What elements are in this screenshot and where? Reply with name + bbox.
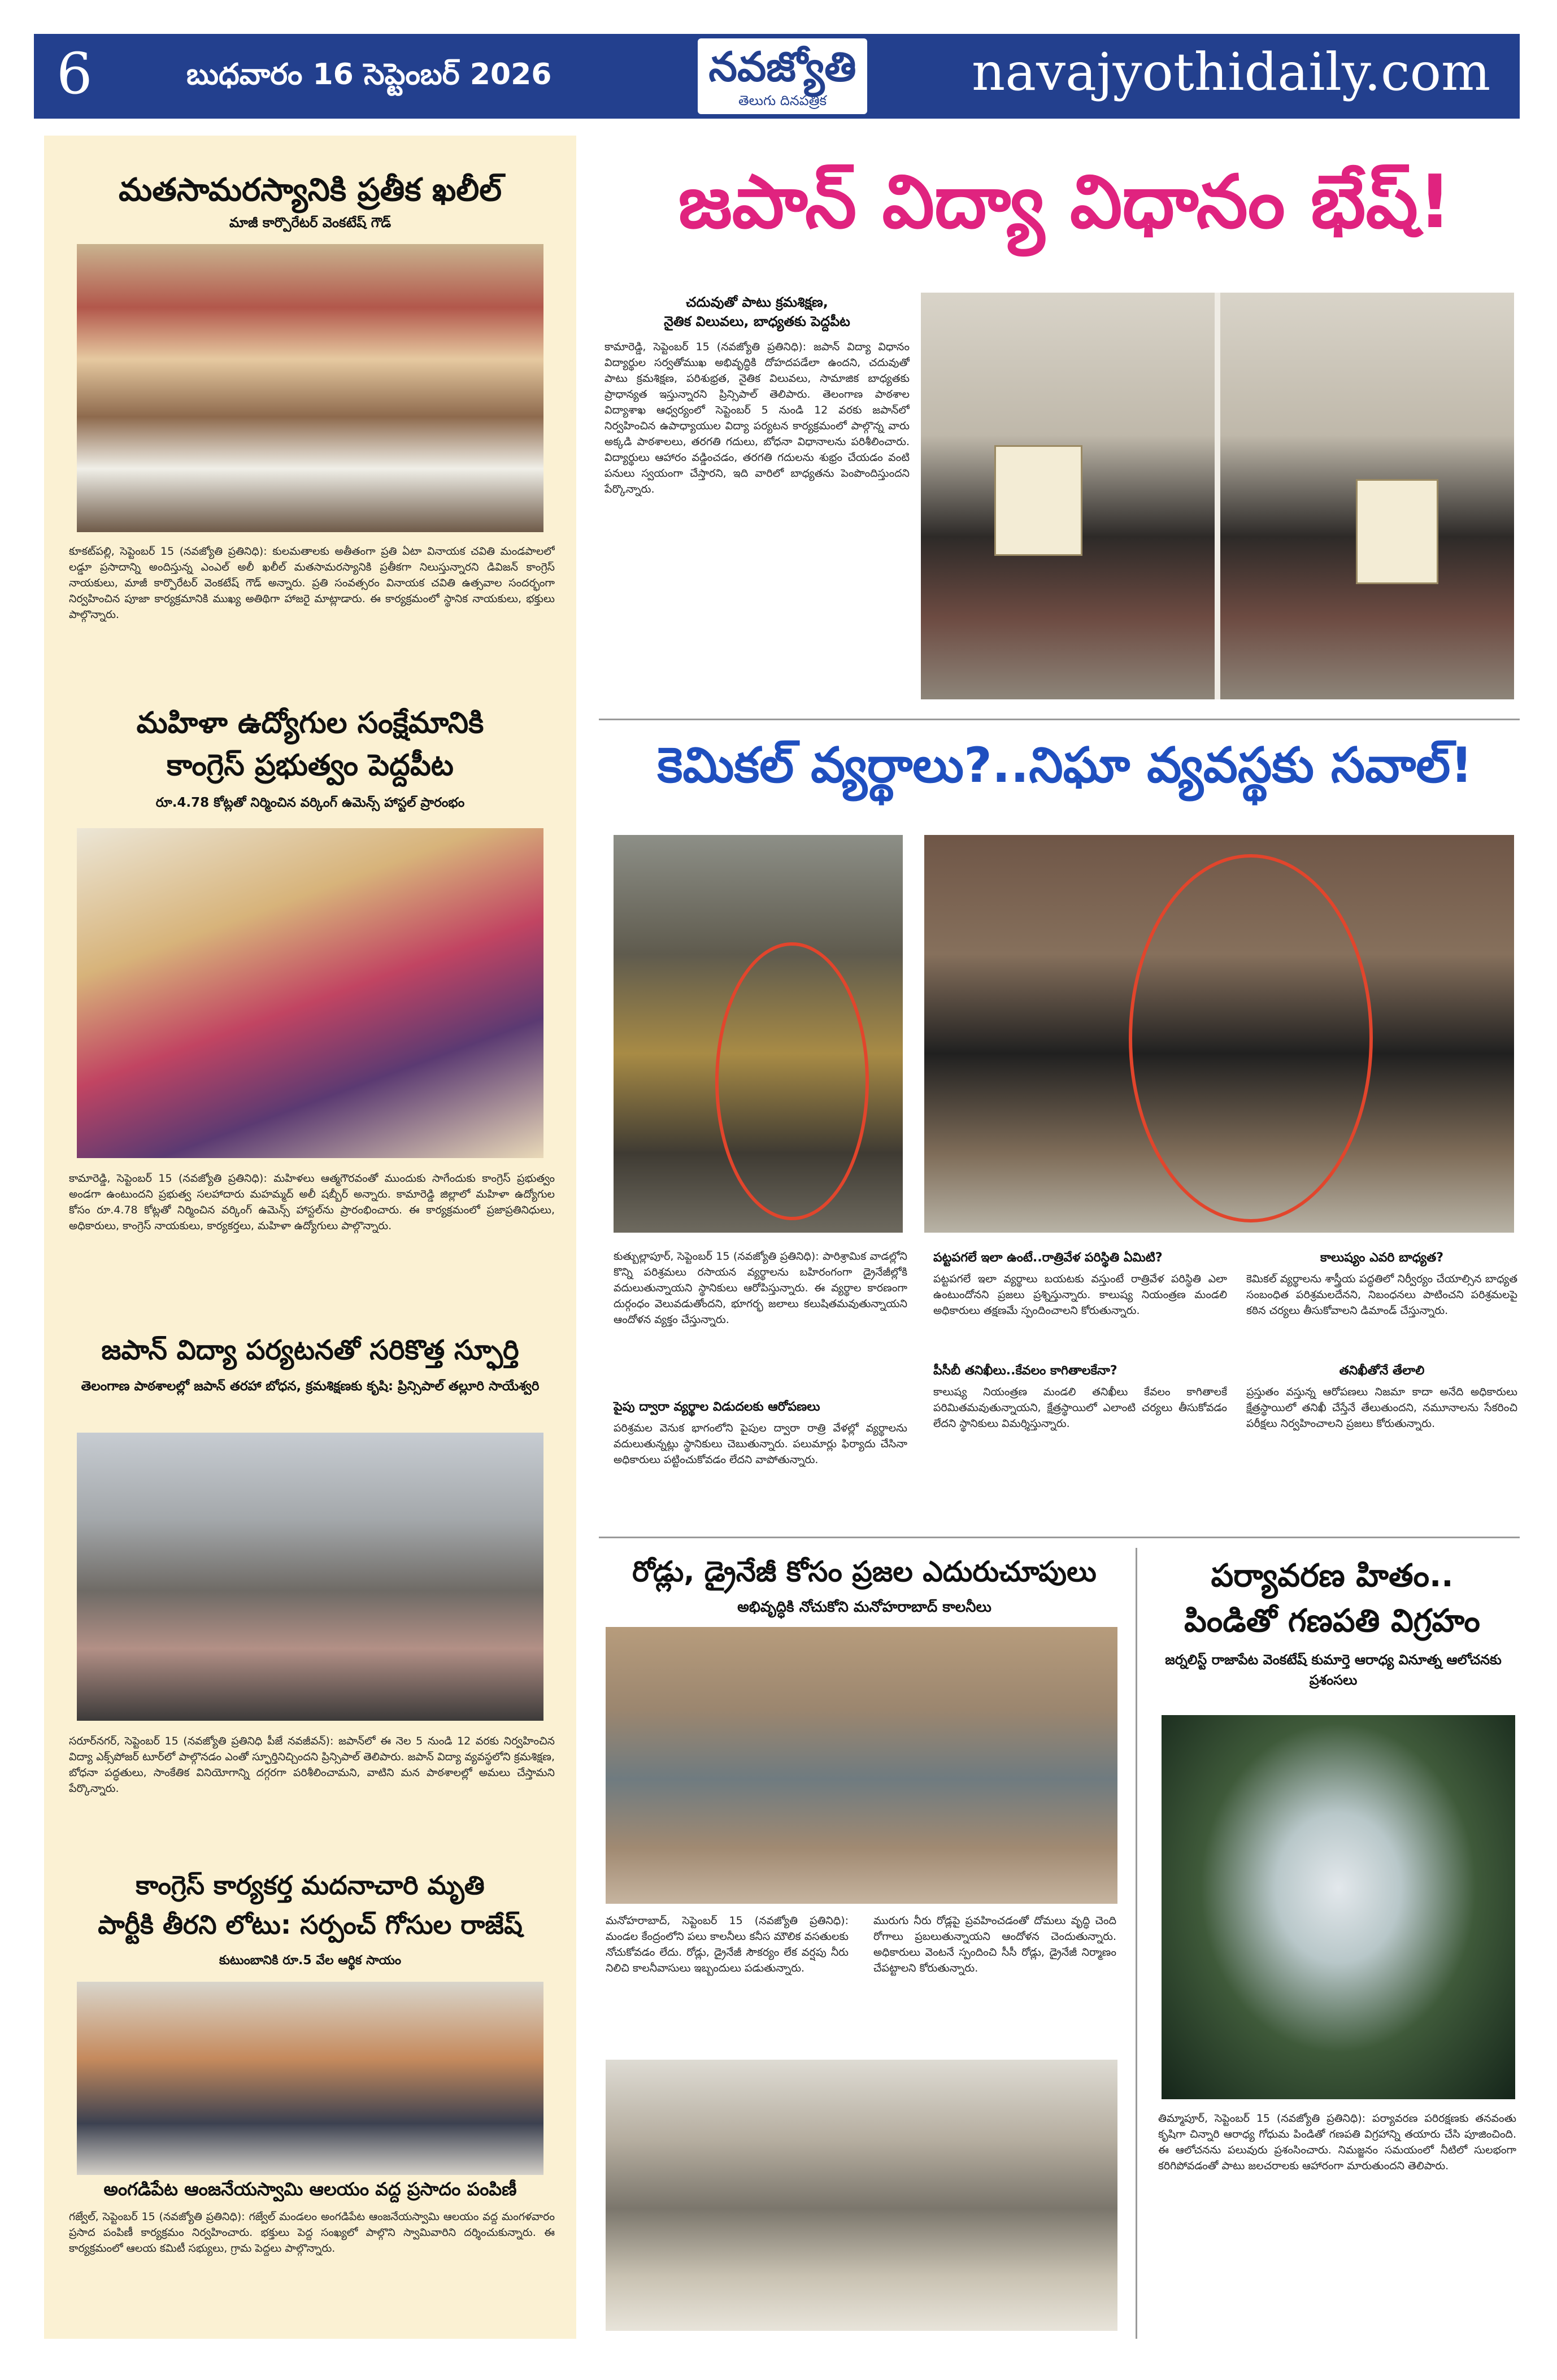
story1-headline: మతసామరస్యానికి ప్రతీక ఖలీల్ [118,172,502,208]
story3-body: సరూర్‌నగర్, సెప్టెంబర్ 15 (నవజ్యోతి ప్రతినిధి పీజే నవజీవన్): జపాన్‌లో ఈ నెల 5 నుండి 12 వరకు నిర్వహించిన విద్యా ఎక్స్‌పోజర్ టూర్‌లో పాల్గొనడం ఎంతో స్ఫూర్తినిచ్చిందని ప్రిన్సిపాల్ తెలిపారు. జపాన్ విద్యా వ్యవస్థలోని క్రమశిక్షణ, బోధనా పద్ధతులు, సాంకేతిక వినియోగాన్ని దగ్గరగా పరిశీలించామని, వాటిని మన పాఠశాలల్లో అమలు చేస్తామని పేర్కొన్నారు. [69,1735,555,1795]
story2-headline-line2: కాంగ్రెస్ ప్రభుత్వం పెద్దపీట [167,749,454,782]
certificate-right [1356,479,1438,584]
japan-intro-line1: చదువుతో పాటు క్రమశిక్షణ, [686,294,828,310]
left-news-column [44,136,576,2339]
story5-block [44,2175,576,2339]
logo-wordmark: నవజ్యోతి [708,43,856,90]
roads-subhead: అభివృద్ధికి నోచుకోని మనోహరాబాద్ కాలనీలు [737,1599,991,1616]
story5-headline: అంగడిపేట ఆంజనేయస్వామి ఆలయం వద్ద ప్రసాదం పంపిణీ [103,2178,517,2200]
site-url-link[interactable]: navajyothidaily.com [972,42,1491,102]
chemical-headline-text: కెమికల్ వ్యర్థాలు?..నిఘా వ్యవస్థకు సవాల్! [657,737,1473,794]
japan-intro-line2: నైతిక విలువలు, బాధ్యతకు పెద్దపీట [664,314,850,329]
section-divider [599,1537,1520,1538]
dateline: బుధవారం 16 సెప్టెంబర్ 2026 [186,58,552,92]
chemical-col3-body2: ప్రస్తుతం వస్తున్న ఆరోపణలు నిజమా కాదా అనేది అధికారులు క్షేత్రస్థాయిలో తనిఖీ చేస్తేనే తేలుతుందని, నమూనాలను సేకరించి పరీక్షలు నిర్వహించాలని ప్రజలు కోరుతున్నారు. [1246,1386,1517,1430]
chemical-headline [599,734,1531,797]
story2-body: కామారెడ్డి, సెప్టెంబర్ 15 (నవజ్యోతి ప్రతినిధి): మహిళలు ఆత్మగౌరవంతో ముందుకు సాగేందుకు కాంగ్రెస్ ప్రభుత్వం అండగా ఉంటుందని ప్రభుత్వ సలహాదారు మహమ్మద్ అలీ షబ్బీర్ అన్నారు. కామారెడ్డి జిల్లాలో మహిళా ఉద్యోగుల కోసం రూ.4.78 కోట్లతో నిర్మించిన వర్కింగ్ ఉమెన్స్ హాస్టల్‌ను ప్రారంభించారు. ఈ కార్యక్రమంలో ప్రజాప్రతినిధులు, అధికారులు, కాంగ్రెస్ నాయకులు, కార్యకర్తలు, మహిళా ఉద్యోగులు పాల్గొన్నారు. [69,1172,555,1232]
chemical-col3-subhead1: కాలుష్యం ఎవరి బాధ్యత? [1320,1251,1444,1265]
japan-body: కామారెడ్డి, సెప్టెంబర్ 15 (నవజ్యోతి ప్రతినిధి): జపాన్ విద్యా విధానం విద్యార్థుల సర్వతోముఖ అభివృద్ధికి దోహదపడేలా ఉందని, చదువుతో పాటు క్రమశిక్షణ, పరిశుభ్రత, నైతిక విలువలు, సామాజిక బాధ్యతకు ప్రాధాన్యత ఇస్తున్నారని ప్రిన్సిపాల్ తెలిపారు. తెలంగాణ పాఠశాల విద్యాశాఖ ఆధ్వర్యంలో సెప్టెంబర్ 5 నుండి 12 వరకు జపాన్‌లో నిర్వహించిన ఉపాధ్యాయుల విద్యా పర్యటన కార్యక్రమంలో పాల్గొన్న వారు అక్కడి పాఠశాలలు, తరగతి గదులు, బోధనా విధానాలను పరిశీలించారు. విద్యార్థులు ఆహారం వడ్డించడం, తరగతి గదులను శుభ్రం చేయడం వంటి పనులు స్వయంగా చేస్తారని, ఇది వారిలో బాధ్యతను పెంపొందిస్తుందని పేర్కొన్నారు. [604,341,910,495]
chemical-col2-body2: కాలుష్య నియంత్రణ మండలి తనిఖీలు కేవలం కాగితాలకే పరిమితమవుతున్నాయని, క్షేత్రస్థాయిలో ఎలాంటి చర్యలు తీసుకోవడం లేదని స్థానికులు విమర్శిస్తున్నారు. [933,1386,1227,1430]
story4-subhead: కుటుంబానికి రూ.5 వేల ఆర్థిక సాయం [219,1953,402,1968]
highlight-circle [715,942,869,1220]
chemical-col2-body1: పట్టపగలే ఇలా వ్యర్థాలు బయటకు వస్తుంటే రాత్రివేళ పరిస్థితి ఎలా ఉంటుందోనని ప్రజలు ప్రశ్నిస్తున్నారు. కాలుష్య నియంత్రణ మండలి అధికారులు తక్షణమే స్పందించాలని కోరుతున్నారు. [933,1273,1227,1317]
eco-subhead: జర్నలిస్ట్ రాజాపేట వెంకటేష్ కుమార్తె ఆరాధ్య వినూత్న ఆలోచనకు ప్రశంసలు [1165,1652,1502,1688]
roads-body-col2: మురుగు నీరు రోడ్లపై ప్రవహించడంతో దోమలు వృద్ధి చెంది రోగాలు ప్రబలుతున్నాయని ఆందోళన చెందుతున్నారు. అధికారులు వెంటనే స్పందించి సీసీ రోడ్లు, డ్రైనేజీ నిర్మాణం చేపట్టాలని కోరుతున్నారు. [873,1915,1116,1974]
chemical-col1-subhead: పైపు ద్వారా వ్యర్థాల విడుదలకు ఆరోపణలు [614,1400,820,1414]
japan-intro-heading [604,293,910,334]
eco-headline-line2: పిండితో గణపతి విగ్రహం [1184,1603,1480,1639]
story2-headline-line1: మహిళా ఉద్యోగుల సంక్షేమానికి [136,706,484,740]
highlight-circle [1129,854,1373,1222]
page-number: 6 [56,41,93,107]
story1-body: కూకట్‌పల్లి, సెప్టెంబర్ 15 (నవజ్యోతి ప్రతినిధి): కులమతాలకు అతీతంగా ప్రతి ఏటా వినాయక చవితి మండపాలలో లడ్డూ ప్రసాదాన్ని అందిస్తున్న ఎంఎల్ అలీ ఖలీల్ మతసామరస్యానికి ప్రతీకగా నిలుస్తున్నారని డివిజన్ కాంగ్రెస్ నాయకులు, మాజీ కార్పొరేటర్ వెంకటేష్ గౌడ్ అన్నారు. ప్రతి సంవత్సరం వినాయక చవితి ఉత్సవాల సందర్భంగా నిర్వహించిన పూజా కార్యక్రమానికి ముఖ్య అతిథిగా హాజరై మాట్లాడారు. ఈ కార్యక్రమంలో స్థానిక నాయకులు, భక్తులు పాల్గొన్నారు. [69,545,555,621]
story2-subhead: రూ.4.78 కోట్లతో నిర్మించిన వర్కింగ్ ఉమెన్స్ హాస్టల్ ప్రారంభం [155,795,465,810]
roads-body-col1: మనోహరాబాద్, సెప్టెంబర్ 15 (నవజ్యోతి ప్రతినిధి): మండల కేంద్రంలోని పలు కాలనీలు కనీస మౌలిక వసతులకు నోచుకోవడం లేదు. రోడ్లు, డ్రైనేజీ సౌకర్యం లేక వర్షపు నీరు నిలిచి కాలనీవాసులు ఇబ్బందులు పడుతున్నారు. [606,1915,849,1974]
chemical-col3-subhead2: తనిఖీతోనే తేలాలి [1339,1364,1425,1378]
newspaper-logo[interactable] [698,38,867,114]
story1-photo-ganesh-celebration [77,244,543,532]
roads-photo-open-drain [606,2060,1117,2331]
story1-subhead: మాజీ కార్పొరేటర్ వెంకటేష్ గౌడ్ [229,215,392,230]
japan-photo-certificates [921,293,1514,699]
masthead-bar [34,34,1520,119]
japan-headline-text: జపాన్ విద్యా విధానం భేష్! [678,159,1452,245]
eco-headline-line1: పర్యావరణ హితం.. [1211,1557,1454,1594]
story3-photo-teachers-group [77,1433,543,1721]
chemical-col1-body2: పరిశ్రమల వెనుక భాగంలోని పైపుల ద్వారా రాత్రి వేళల్లో వ్యర్థాలను వదులుతున్నట్లు స్థానికులు చెబుతున్నారు. పలుమార్లు ఫిర్యాదు చేసినా అధికారులు పట్టించుకోవడం లేదని వాపోతున్నారు. [614,1422,907,1466]
chemical-col2-subhead2: పీసీబీ తనిఖీలు..కేవలం కాగితాలకేనా? [933,1364,1117,1378]
eco-body: తిమ్మాపూర్, సెప్టెంబర్ 15 (నవజ్యోతి ప్రతినిధి): పర్యావరణ పరిరక్షణకు తనవంతు కృషిగా చిన్నారి ఆరాధ్య గోధుమ పిండితో గణపతి విగ్రహాన్ని తయారు చేసి పూజించింది. ఈ ఆలోచనను పలువురు ప్రశంసించారు. నిమజ్జనం సమయంలో నీటిలో సులభంగా కరిగిపోవడంతో పాటు జలచరాలకు ఆహారంగా మారుతుందని తెలిపారు. [1158,2112,1516,2172]
story3-headline: జపాన్ విద్యా పర్యటనతో సరికొత్త స్ఫూర్తి [101,1334,519,1366]
story5-body: గజ్వేల్, సెప్టెంబర్ 15 (నవజ్యోతి ప్రతినిధి): గజ్వేల్ మండలం అంగడిపేట ఆంజనేయస్వామి ఆలయం వద్ద మంగళవారం ప్రసాద పంపిణీ కార్యక్రమం నిర్వహించారు. భక్తులు పెద్ద సంఖ్యలో పాల్గొని స్వామివారిని దర్శించుకున్నారు. ఈ కార్యక్రమంలో ఆలయ కమిటీ సభ్యులు, గ్రామ పెద్దలు పాల్గొన్నారు. [69,2211,555,2255]
roads-headline: రోడ్లు, డ్రైనేజీ కోసం ప్రజల ఎదురుచూపులు [632,1555,1097,1588]
story4-headline-line2: పార్టీకి తీరని లోటు: సర్పంచ్ గోసుల రాజేష్ [98,1909,523,1940]
chemical-photo-waste-bags [924,835,1514,1233]
story4-headline-line1: కాంగ్రెస్ కార్యకర్త మదనాచారి మృతి [136,1870,485,1900]
column-divider [1136,1548,1137,2339]
chemical-col2-subhead1: పట్టపగలే ఇలా ఉంటే..రాత్రివేళ పరిస్థితి ఏమిటి? [933,1251,1163,1265]
chemical-photo-drain-pipe [614,835,903,1233]
photo-divider [1215,293,1220,699]
japan-headline [599,159,1531,244]
section-divider [599,719,1520,720]
eco-photo-flour-ganesh-idol [1162,1715,1515,2099]
chemical-col1-body: కుత్బుల్లాపూర్, సెప్టెంబర్ 15 (నవజ్యోతి ప్రతినిధి): పారిశ్రామిక వాడల్లోని కొన్ని పరిశ్రమలు రసాయన వ్యర్థాలను బహిరంగంగా డ్రైనేజీల్లోకి వదులుతున్నాయని స్థానికులు ఆరోపిస్తున్నారు. ఈ వ్యర్థాల కారణంగా దుర్గంధం వెలువడుతోందని, భూగర్భ జలాలు కలుషితమవుతున్నాయని ఆందోళన వ్యక్తం చేస్తున్నారు. [614,1250,907,1326]
story3-subhead: తెలంగాణ పాఠశాలల్లో జపాన్ తరహా బోధన, క్రమశిక్షణకు కృషి: ప్రిన్సిపాల్ తల్లూరి సాయేశ్వరి [81,1379,540,1394]
story2-photo-hostel-inauguration [77,828,543,1158]
roads-photo-waterlogged-street [606,1627,1117,1904]
logo-tagline: తెలుగు దినపత్రిక [738,93,827,108]
chemical-col3-body1: కెమికల్ వ్యర్థాలను శాస్త్రీయ పద్ధతిలో నిర్వీర్యం చేయాల్సిన బాధ్యత సంబంధిత పరిశ్రమలదేనని, నిబంధనలు పాటించని పరిశ్రమలపై కఠిన చర్యలు తీసుకోవాలని డిమాండ్ చేస్తున్నారు. [1246,1273,1517,1317]
certificate-left [994,445,1082,556]
